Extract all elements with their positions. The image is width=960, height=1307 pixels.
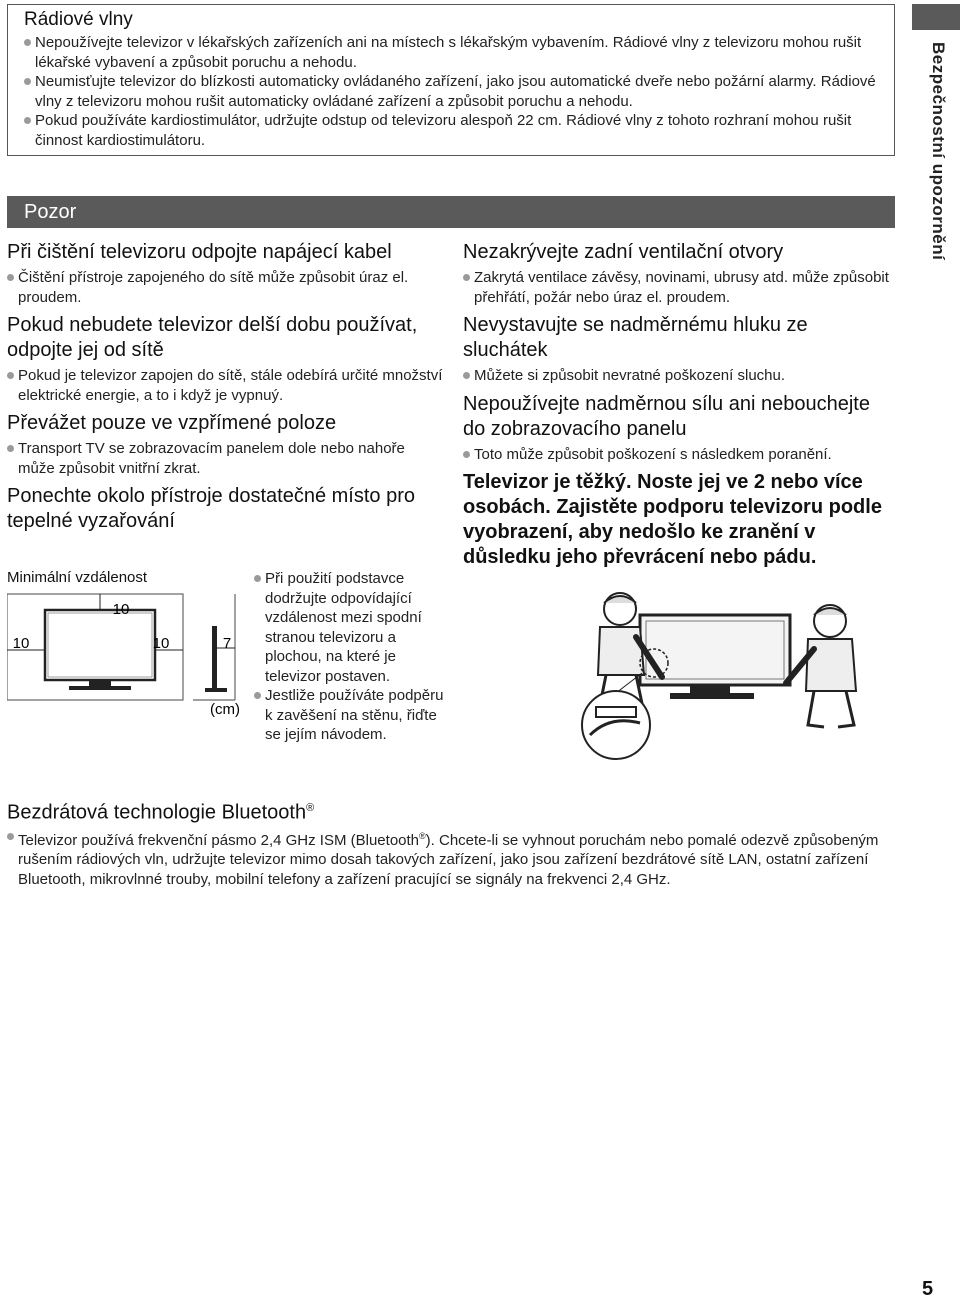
- list-item: Pokud používáte kardiostimulátor, udržujte odstup od televizoru alespoň 22 cm. Rádiové vlny z tohoto rozhraní mohou rušit činnost kardiostimulátoru.: [24, 111, 894, 150]
- section-ventilation-space: [7, 484, 445, 534]
- section-cleaning: [7, 240, 445, 307]
- list-item: Zakrytá ventilace závěsy, novinami, ubrusy atd. může způsobit přehřátí, požár nebo úraz el. proudem.: [463, 268, 895, 307]
- section-tab-marker: [912, 4, 960, 30]
- tv-front-illustration: [45, 610, 155, 680]
- section-heading: Ponechte okolo přístroje dostatečné místo pro tepelné vyzařování: [7, 485, 416, 532]
- bluetooth-section: [7, 796, 887, 889]
- tv-side-illustration: [212, 626, 217, 688]
- dim-unit: (cm): [210, 701, 240, 718]
- dim-side: 7: [222, 635, 232, 652]
- section-heading: Nevystavujte se nadměrnému hluku ze sluchátek: [463, 314, 808, 361]
- page-number: 5: [922, 1278, 934, 1300]
- dim-left: 10: [12, 635, 30, 652]
- list-item: Nepoužívejte televizor v lékařských zařízeních ani na místech s lékařským vybavením. Rádiové vlny z televizoru mohou rušit lékařské vybavení a způsobit poruchu a nehodu.: [24, 33, 894, 72]
- list-item: Transport TV se zobrazovacím panelem dole nebo nahoře může způsobit vnitřní zkrat.: [7, 439, 445, 478]
- section-rear-vents: [463, 240, 895, 307]
- two-people-carrying-tv-illustration: [570, 585, 880, 760]
- section-unplug: [7, 313, 445, 405]
- dim-top: 10: [112, 601, 130, 618]
- section-transport: [7, 411, 445, 478]
- right-column: [463, 240, 895, 576]
- list-item: Čištění přístroje zapojeného do sítě může způsobit úraz el. proudem.: [7, 268, 445, 307]
- section-tab-label: Bezpečnostní upozornění: [929, 42, 948, 261]
- section-headphones: [463, 313, 895, 386]
- list-item: Televizor používá frekvenční pásmo 2,4 GHz ISM (Bluetooth®). Chcete-li se vyhnout poruchám nebo pomalé odezvě způsobeným rušením rádiových vln, udržujte televizor mimo dosah takových zařízení, jako jsou zařízení bezdrátové sítě LAN, ostatní zařízení Bluetooth, mikrovlnné trouby, mobilní telefony a zařízení pracující se signály na frekvenci 2,4 GHz.: [7, 827, 887, 890]
- clearance-diagram: [7, 588, 247, 720]
- left-column: [7, 240, 445, 540]
- radio-waves-title: Rádiové vlny: [24, 9, 133, 30]
- list-item: Jestliže používáte podpěru k zavěšení na stěnu, řiďte se jejím návodem.: [254, 686, 444, 745]
- section-excessive-force: [463, 392, 895, 465]
- min-distance-label: Minimální vzdálenost: [7, 569, 148, 586]
- zoom-detail-hand: [582, 691, 650, 759]
- list-item: Neumisťujte televizor do blízkosti automaticky ovládaného zařízení, jako jsou automatické dveře nebo požární alarmy. Rádiové vlny z televizoru mohou rušit automaticky ovládané zařízení a způsobit poruchu a nehodu.: [24, 72, 894, 111]
- caution-banner: Pozor: [7, 196, 895, 228]
- radio-waves-list: [24, 33, 894, 150]
- stand-notes: [254, 569, 444, 745]
- section-heavy-tv: [463, 470, 895, 570]
- radio-waves-box: [7, 4, 895, 156]
- bluetooth-title: Bezdrátová technologie Bluetooth®: [7, 801, 315, 824]
- section-heading: Nezakrývejte zadní ventilační otvory: [463, 241, 784, 263]
- list-item: Můžete si způsobit nevratné poškození sluchu.: [463, 366, 895, 386]
- dim-right: 10: [152, 635, 170, 652]
- list-item: Pokud je televizor zapojen do sítě, stále odebírá určité množství elektrické energie, a to i když je vypnuý.: [7, 366, 445, 405]
- section-heading: Převážet pouze ve vzpřímené poloze: [7, 412, 337, 434]
- section-heading: Při čištění televizoru odpojte napájecí kabel: [7, 241, 392, 263]
- person-left-body: [598, 627, 644, 675]
- section-heading: Nepoužívejte nadměrnou sílu ani nebouchejte do zobrazovacího panelu: [463, 392, 870, 440]
- list-item: Při použití podstavce dodržujte odpovídající vzdálenost mezi spodní stranou televizoru a plochou, na které je televizor postaven.: [254, 569, 444, 686]
- list-item: Toto může způsobit poškození s následkem poranění.: [463, 445, 895, 465]
- section-heading: Televizor je těžký. Noste jej ve 2 nebo více osobách. Zajistěte podporu televizoru podle vyobrazení, aby nedošlo ke zranění v důsledku jeho převrácení nebo pádu.: [463, 471, 882, 568]
- section-heading: Pokud nebudete televizor delší dobu používat, odpojte jej od sítě: [7, 314, 418, 361]
